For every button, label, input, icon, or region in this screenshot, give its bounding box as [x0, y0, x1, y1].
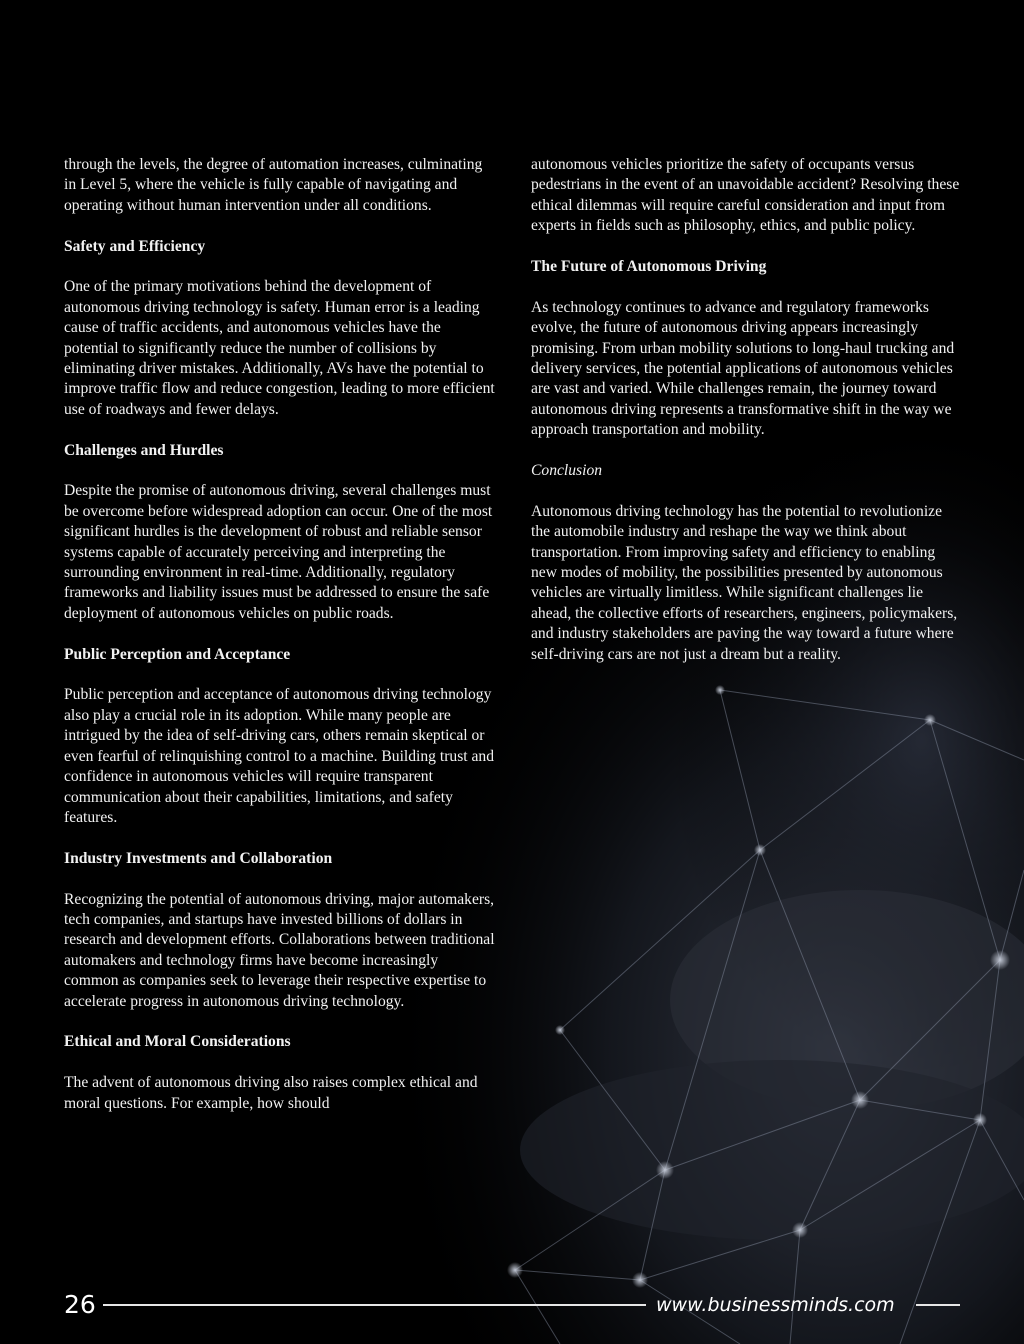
- body-paragraph: Autonomous driving technology has the potential to revolutionize the automobile industry and reshape the way we think about transportation. From improving safety and efficiency to enabling new modes of mobility, the possibilities presented by autonomous vehicles are virtually limitless. While significant challenges lie ahead, the collective efforts of researchers, engineers, policymakers, and industry stakeholders are paving the way toward a future where self-driving cars are not just a dream but a reality.: [531, 502, 958, 663]
- footer-rule-left: [103, 1304, 646, 1306]
- right-column: [531, 155, 961, 685]
- website-link[interactable]: www.businessminds.com: [656, 1294, 895, 1316]
- body-paragraph: autonomous vehicles prioritize the safety of occupants versus pedestrians in the event of an unavoidable accident? Resolving these ethical dilemmas will require careful consideration and input from experts in fields such as philosophy, ethics, and public policy.: [531, 156, 960, 235]
- body-paragraph: Public perception and acceptance of autonomous driving technology also play a crucial role in its adoption. While many people are intrigued by the idea of self-driving cars, others remain skeptical or even fearful of relinquishing control to a machine. Building trust and confidence in autonomous vehicles will require transparent communication about their capabilities, limitations, and safety features.: [64, 686, 495, 826]
- left-column: [64, 155, 496, 1134]
- body-paragraph: Despite the promise of autonomous driving, several challenges must be overcome before widespread adoption can occur. One of the most significant hurdles is the development of robust and reliable sensor systems capable of accurately perceiving and interpreting the surrounding environment in real-time. Additionally, regulatory frameworks and liability issues must be addressed to ensure the safe deployment of autonomous vehicles on public roads.: [64, 482, 493, 622]
- section-heading: Safety and Efficiency: [64, 237, 206, 255]
- section-heading: Challenges and Hurdles: [64, 441, 224, 459]
- section-heading: Public Perception and Acceptance: [64, 645, 291, 663]
- body-paragraph: The advent of autonomous driving also raises complex ethical and moral questions. For example, how should: [64, 1074, 478, 1112]
- section-heading: The Future of Autonomous Driving: [531, 258, 767, 276]
- section-heading: Conclusion: [531, 462, 603, 480]
- page-number: 26: [64, 1290, 96, 1319]
- body-paragraph: Recognizing the potential of autonomous driving, major automakers, tech companies, and startups have invested billions of dollars in research and development efforts. Collaborations between traditional automakers and technology firms have become increasingly common as companies seek to leverage their respective expertise to accelerate progress in autonomous driving technology.: [64, 890, 495, 1010]
- page-footer: [0, 1286, 1024, 1326]
- body-paragraph: One of the primary motivations behind the development of autonomous driving technology is safety. Human error is a leading cause of traffic accidents, and autonomous vehicles have the potential to significantly reduce the number of collisions by eliminating driver mistakes. Additionally, AVs have the potential to improve traffic flow and reduce congestion, leading to more efficient use of roadways and fewer delays.: [64, 278, 495, 418]
- section-heading: Industry Investments and Collaboration: [64, 849, 333, 867]
- body-paragraph: As technology continues to advance and regulatory frameworks evolve, the future of autonomous driving appears increasingly promising. From urban mobility solutions to long-haul trucking and delivery services, the potential applications of autonomous vehicles are vast and varied. While challenges remain, the journey toward autonomous driving represents a transformative shift in the way we approach transportation and mobility.: [531, 298, 955, 439]
- footer-rule-right: [916, 1304, 960, 1306]
- section-heading: Ethical and Moral Considerations: [64, 1033, 291, 1051]
- body-paragraph: through the levels, the degree of automation increases, culminating in Level 5, where the vehicle is fully capable of navigating and operating without human intervention under all conditions.: [64, 156, 483, 214]
